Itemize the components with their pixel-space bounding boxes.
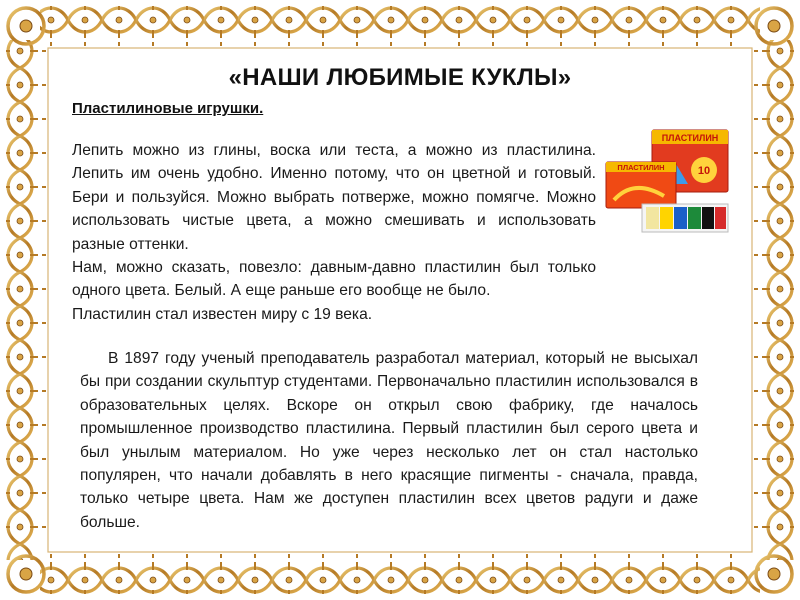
box-brand-text: ПЛАСТИЛИН	[661, 133, 719, 143]
intro-text-block	[72, 139, 596, 326]
box-count-text: 10	[697, 165, 711, 177]
section-subtitle: Пластилиновые игрушки.	[72, 100, 264, 117]
paragraph-history-white: Нам, можно сказать, повезло: давным-давно пластилин был только одного цвета. Белый. А еще раньше его вообще не было.	[72, 259, 596, 300]
plasticine-box-image	[604, 126, 732, 236]
svg-text:ПЛАСТИЛИН: ПЛАСТИЛИН	[617, 163, 665, 172]
paragraph-19th-century: Пластилин стал известен миру с 19 века.	[72, 305, 373, 323]
paragraph-clay: Лепить можно из глины, воска или теста, а можно из пластилина. Лепить им очень удобно. Именно потому, что он цветной и готовый. Бери и пользуйся. Можно выбрать потверже, можно помягче. Можно использовать чистые цвета, а можно смешивать и использовать разные оттенки.	[72, 142, 596, 253]
plasticine-sticks-tray	[642, 204, 728, 232]
history-text-block: В 1897 году ученый преподаватель разработал материал, который не высыхал бы при создании скульптур студентами. Первоначально пластилин использовался в образовательных целях. Вскоре он открыл свою фабрику, где началось промышленное производство пластилина. Первый пластилин был серого цвета и был унылым материалом. Но уже через несколько лет он стал настолько популярен, что начали добавлять в него красящие пигменты - сначала, правда, только четыре цвета. Нам же доступен пластилин всех цветов радуги и даже больше.	[80, 350, 698, 531]
plasticine-box-front	[606, 162, 676, 208]
page-title: «НАШИ ЛЮБИМЫЕ КУКЛЫ»	[228, 64, 572, 91]
